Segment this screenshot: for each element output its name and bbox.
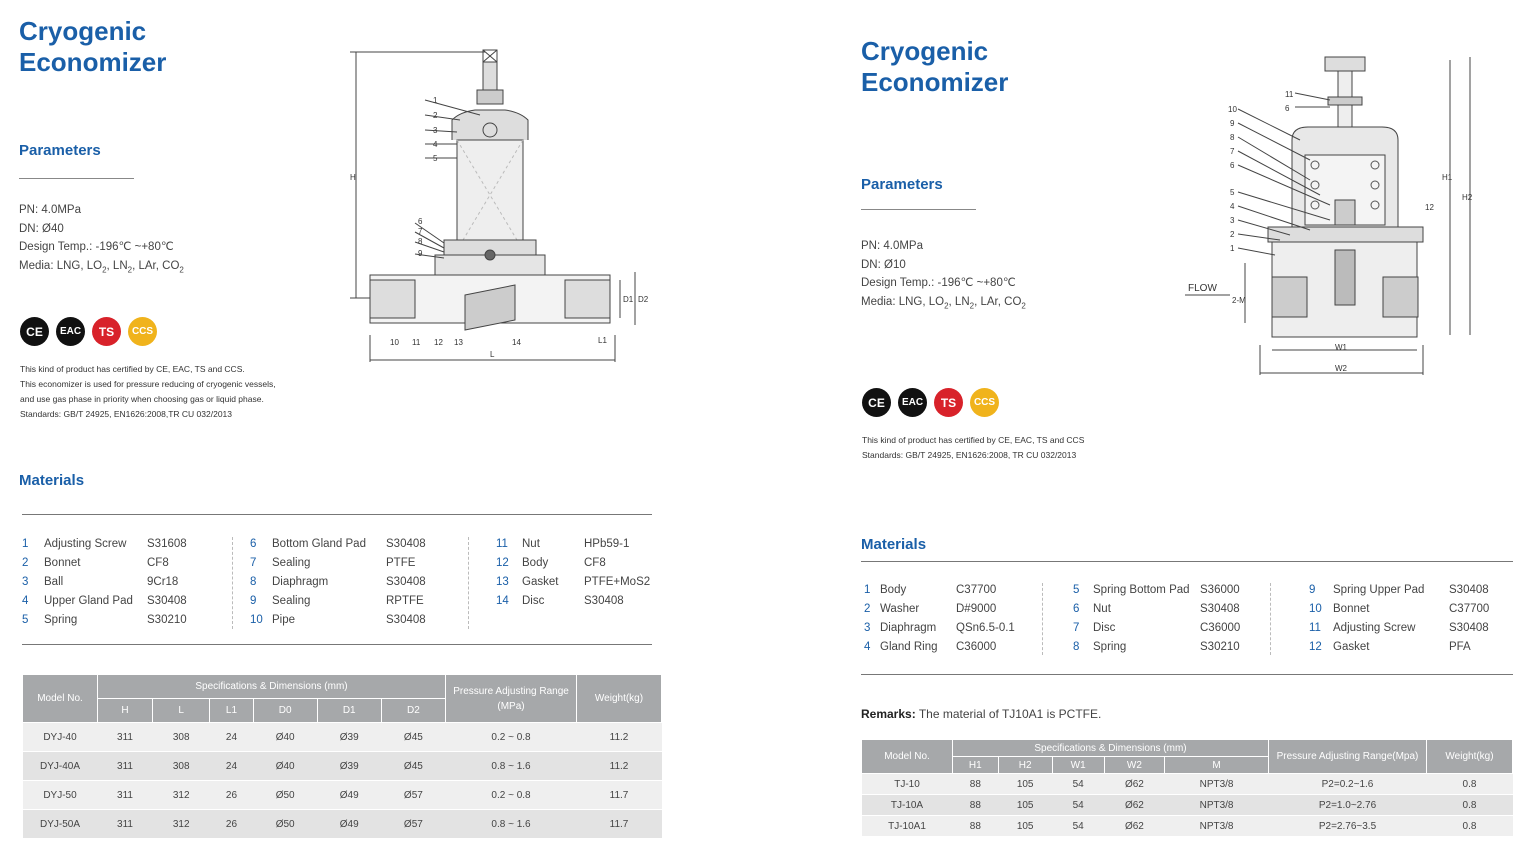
material-row <box>864 581 996 600</box>
table-header-col: D0 <box>253 699 317 723</box>
table-cell: 0.2 ~ 0.8 <box>446 781 577 810</box>
material-number: 10 <box>250 614 263 626</box>
material-number: 12 <box>1309 641 1322 653</box>
material-part: Spring <box>44 614 78 626</box>
left-cert-logos <box>20 317 157 346</box>
ts-logo: TS <box>92 317 121 346</box>
material-grade: S30408 <box>386 576 426 588</box>
material-number: 13 <box>496 576 509 588</box>
material-grade: C36000 <box>956 641 997 653</box>
right-notes: This kind of product has certified by CE, EAC, TS and CCS Standards: GB/T 24925, EN1626:2008, TR CU 032/2013 <box>862 435 1085 460</box>
material-grade: PTFE <box>386 557 416 569</box>
material-grade: C37700 <box>956 584 997 596</box>
svg-text:L1: L1 <box>598 336 607 345</box>
ccs-logo: CCS <box>128 317 157 346</box>
material-row <box>864 619 1015 638</box>
table-header-col: W2 <box>1104 757 1164 774</box>
table-cell: P2=1.0~2.76 <box>1269 795 1427 816</box>
svg-text:4: 4 <box>433 140 438 149</box>
table-cell: 311 <box>98 723 153 752</box>
table-cell: 26 <box>210 781 253 810</box>
material-row <box>250 554 415 573</box>
table-cell: Ø62 <box>1104 774 1164 795</box>
material-number: 3 <box>864 622 871 634</box>
left-parameters-divider <box>19 178 134 179</box>
table-cell: 0.8 ~ 1.6 <box>446 752 577 781</box>
table-cell: Ø57 <box>381 781 445 810</box>
material-number: 6 <box>1073 603 1080 615</box>
material-part: Body <box>522 557 549 569</box>
material-part: Adjusting Screw <box>1333 622 1416 634</box>
table-cell: 308 <box>153 752 210 781</box>
table-cell: 11.2 <box>577 723 662 752</box>
table-cell: Ø40 <box>253 752 317 781</box>
material-grade: S30408 <box>1449 622 1489 634</box>
material-part: Upper Gland Pad <box>44 595 133 607</box>
right-parameters-list: PN: 4.0MPa DN: Ø10 Design Temp.: -196℃ ~+80℃ Media: LNG, $LO_2$, $LN_2$, LAr, $CO_2$ <box>861 237 1026 315</box>
svg-text:11: 11 <box>412 338 421 347</box>
table-header-spec-group: Specifications & Dimensions (mm) <box>953 740 1269 757</box>
material-part: Sealing <box>272 595 311 607</box>
table-cell: 105 <box>998 774 1052 795</box>
material-row <box>1309 619 1489 638</box>
ce-logo: CE <box>862 388 891 417</box>
svg-text:H1: H1 <box>1442 173 1453 182</box>
table-row <box>23 781 662 810</box>
material-grade: S30408 <box>147 595 187 607</box>
material-number: 10 <box>1309 603 1322 615</box>
table-header-col: H <box>98 699 153 723</box>
svg-text:1: 1 <box>1230 244 1235 253</box>
table-header-pressure: Pressure Adjusting Range(Mpa) <box>1269 740 1427 774</box>
svg-text:W1: W1 <box>1335 343 1347 352</box>
table-cell: Ø50 <box>253 781 317 810</box>
table-cell: 54 <box>1052 816 1104 837</box>
material-part: Gasket <box>1333 641 1370 653</box>
left-parameters-list: PN: 4.0MPa DN: Ø40 Design Temp.: -196℃ ~+80℃ Media: LNG, $LO_2$, $LN_2$, LAr, $CO_2$ <box>19 201 184 279</box>
material-number: 8 <box>1073 641 1080 653</box>
svg-text:13: 13 <box>454 338 463 347</box>
table-header-col: H2 <box>998 757 1052 774</box>
svg-text:4: 4 <box>1230 202 1235 211</box>
left-materials-top-rule <box>22 514 652 515</box>
table-header-model: Model No. <box>862 740 953 774</box>
material-row <box>1073 619 1240 638</box>
material-part: Spring Bottom Pad <box>1093 584 1190 596</box>
table-cell: Ø57 <box>381 810 445 839</box>
table-cell: 0.8 <box>1427 795 1513 816</box>
table-header-spec-group: Specifications & Dimensions (mm) <box>98 675 446 699</box>
table-header-col: L <box>153 699 210 723</box>
table-cell: TJ-10A1 <box>862 816 953 837</box>
material-row <box>496 535 629 554</box>
material-row <box>22 535 187 554</box>
material-number: 14 <box>496 595 509 607</box>
material-grade: S30210 <box>1200 641 1240 653</box>
svg-text:11: 11 <box>1285 90 1294 99</box>
svg-text:12: 12 <box>434 338 443 347</box>
right-title: Cryogenic Economizer <box>861 36 1009 97</box>
material-number: 8 <box>250 576 257 588</box>
svg-text:FLOW: FLOW <box>1188 283 1217 294</box>
table-cell: 312 <box>153 810 210 839</box>
material-row <box>864 638 996 657</box>
svg-text:H2: H2 <box>1462 193 1473 202</box>
svg-text:10: 10 <box>1228 105 1237 114</box>
material-part: Nut <box>1093 603 1111 615</box>
material-grade: 9Cr18 <box>147 576 179 588</box>
table-header-weight: Weight(kg) <box>577 675 662 723</box>
material-part: Bottom Gland Pad <box>272 538 366 550</box>
material-row <box>1309 638 1471 657</box>
material-grade: PTFE+MoS2 <box>584 576 651 588</box>
svg-text:6: 6 <box>418 217 423 226</box>
material-row <box>496 573 650 592</box>
material-part: Body <box>880 584 907 596</box>
table-row <box>23 723 662 752</box>
ts-logo: TS <box>934 388 963 417</box>
svg-text:5: 5 <box>1230 188 1235 197</box>
table-cell: P2=0.2~1.6 <box>1269 774 1427 795</box>
material-row <box>250 573 426 592</box>
material-number: 1 <box>864 584 871 596</box>
svg-text:D1: D1 <box>623 295 634 304</box>
material-part: Pipe <box>272 614 296 626</box>
material-part: Spring <box>1093 641 1127 653</box>
table-cell: 0.8 <box>1427 774 1513 795</box>
material-part: Ball <box>44 576 64 588</box>
table-header-col: H1 <box>953 757 999 774</box>
right-media-line: Media: LNG, $LO_2$, $LN_2$, LAr, $CO_2$ <box>861 295 1026 310</box>
material-number: 3 <box>22 576 29 588</box>
svg-text:8: 8 <box>1230 133 1235 142</box>
right-materials-top-rule <box>861 561 1513 562</box>
right-parameters-heading: Parameters <box>861 176 943 193</box>
table-cell: DYJ-50 <box>23 781 98 810</box>
material-part: Spring Upper Pad <box>1333 584 1425 596</box>
table-header-col: D2 <box>381 699 445 723</box>
left-valve-drawing <box>340 40 649 370</box>
material-number: 9 <box>1309 584 1316 596</box>
svg-text:12: 12 <box>1425 203 1434 212</box>
svg-text:9: 9 <box>1230 119 1235 128</box>
material-row <box>1073 600 1240 619</box>
table-cell: 0.8 ~ 1.6 <box>446 810 577 839</box>
material-number: 6 <box>250 538 257 550</box>
table-header-col: L1 <box>210 699 253 723</box>
material-row <box>1073 638 1240 657</box>
svg-text:W2: W2 <box>1335 364 1347 373</box>
left-notes: This kind of product has certified by CE, EAC, TS and CCS. This economizer is used for pressure reducing of cryogenic vessels, and use gas phase in priority when choosing gas or liquid phase. Standards: GB/T 24925, EN1626:2008,TR CU 032/2013 <box>20 364 276 419</box>
material-number: 9 <box>250 595 257 607</box>
svg-text:7: 7 <box>1230 147 1235 156</box>
left-media-line: Media: LNG, $LO_2$, $LN_2$, LAr, $CO_2$ <box>19 259 184 274</box>
table-cell: P2=2.76~3.5 <box>1269 816 1427 837</box>
dim-h-label: H <box>350 173 356 182</box>
table-cell: 54 <box>1052 795 1104 816</box>
table-cell: 0.8 <box>1427 816 1513 837</box>
material-grade: S36000 <box>1200 584 1240 596</box>
material-grade: C36000 <box>1200 622 1241 634</box>
table-cell: Ø39 <box>317 752 381 781</box>
material-grade: S30408 <box>584 595 624 607</box>
material-row <box>22 554 169 573</box>
left-materials-heading: Materials <box>19 472 85 489</box>
table-cell: 11.7 <box>577 781 662 810</box>
right-remarks: Remarks: The material of TJ10A1 is PCTFE. <box>861 707 1102 721</box>
table-cell: 0.2 ~ 0.8 <box>446 723 577 752</box>
material-part: Washer <box>880 603 920 615</box>
material-part: Gasket <box>522 576 559 588</box>
material-row <box>250 611 426 630</box>
material-row <box>496 592 624 611</box>
material-part: Disc <box>1093 622 1116 634</box>
table-header-col: D1 <box>317 699 381 723</box>
material-grade: D#9000 <box>956 603 997 615</box>
svg-text:2: 2 <box>433 111 438 120</box>
material-number: 11 <box>496 538 508 550</box>
table-cell: Ø49 <box>317 810 381 839</box>
table-cell: 311 <box>98 781 153 810</box>
material-row <box>250 592 424 611</box>
material-row <box>250 535 426 554</box>
table-cell: 11.2 <box>577 752 662 781</box>
material-grade: C37700 <box>1449 603 1490 615</box>
material-grade: CF8 <box>147 557 169 569</box>
material-row <box>1073 581 1240 600</box>
table-row <box>862 774 1513 795</box>
table-cell: DYJ-50A <box>23 810 98 839</box>
svg-text:6: 6 <box>1230 161 1235 170</box>
material-number: 12 <box>496 557 509 569</box>
table-header-model: Model No. <box>23 675 98 723</box>
svg-text:10: 10 <box>390 338 399 347</box>
right-materials-bottom-rule <box>861 674 1513 675</box>
material-grade: S31608 <box>147 538 187 550</box>
table-cell: Ø49 <box>317 781 381 810</box>
svg-text:3: 3 <box>433 126 438 135</box>
ccs-logo: CCS <box>970 388 999 417</box>
material-number: 7 <box>1073 622 1080 634</box>
material-part: Gland Ring <box>880 641 938 653</box>
eac-logo: EAC <box>898 388 927 417</box>
material-grade: QSn6.5-0.1 <box>956 622 1015 634</box>
material-number: 5 <box>22 614 29 626</box>
material-part: Diaphragm <box>272 576 329 588</box>
svg-text:L: L <box>490 350 495 359</box>
svg-text:5: 5 <box>433 154 438 163</box>
material-part: Bonnet <box>1333 603 1370 615</box>
material-row <box>22 611 187 630</box>
material-grade: S30408 <box>386 538 426 550</box>
table-cell: DYJ-40 <box>23 723 98 752</box>
table-cell: TJ-10 <box>862 774 953 795</box>
eac-logo: EAC <box>56 317 85 346</box>
material-number: 2 <box>22 557 29 569</box>
material-part: Diaphragm <box>880 622 937 634</box>
table-cell: 54 <box>1052 774 1104 795</box>
svg-text:3: 3 <box>1230 216 1235 225</box>
material-grade: HPb59-1 <box>584 538 630 550</box>
table-cell: 311 <box>98 752 153 781</box>
table-cell: 105 <box>998 816 1052 837</box>
svg-text:2-M: 2-M <box>1232 296 1246 305</box>
right-materials-heading: Materials <box>861 536 927 553</box>
material-row <box>1309 600 1489 619</box>
left-spec-table <box>22 674 662 839</box>
table-cell: 88 <box>953 816 999 837</box>
material-row <box>496 554 606 573</box>
table-header-col: M <box>1165 757 1269 774</box>
material-grade: S30408 <box>386 614 426 626</box>
table-cell: Ø40 <box>253 723 317 752</box>
left-title: Cryogenic Economizer <box>19 16 167 77</box>
material-row <box>22 592 187 611</box>
table-cell: 24 <box>210 723 253 752</box>
table-row <box>862 795 1513 816</box>
material-number: 4 <box>22 595 29 607</box>
svg-text:9: 9 <box>418 249 423 258</box>
table-cell: 26 <box>210 810 253 839</box>
table-cell: Ø62 <box>1104 816 1164 837</box>
material-number: 4 <box>864 641 871 653</box>
table-cell: Ø45 <box>381 723 445 752</box>
material-grade: CF8 <box>584 557 606 569</box>
left-parameters-heading: Parameters <box>19 142 101 159</box>
svg-text:D2: D2 <box>638 295 649 304</box>
table-cell: NPT3/8 <box>1165 795 1269 816</box>
table-cell: DYJ-40A <box>23 752 98 781</box>
material-part: Disc <box>522 595 545 607</box>
material-grade: S30210 <box>147 614 187 626</box>
right-spec-table <box>861 739 1513 837</box>
material-part: Nut <box>522 538 540 550</box>
material-row <box>1309 581 1489 600</box>
svg-text:6: 6 <box>1285 104 1290 113</box>
material-grade: S30408 <box>1200 603 1240 615</box>
svg-text:7: 7 <box>418 227 423 236</box>
material-part: Sealing <box>272 557 311 569</box>
right-cert-logos <box>862 388 999 417</box>
material-part: Adjusting Screw <box>44 538 127 550</box>
table-cell: 311 <box>98 810 153 839</box>
material-part: Bonnet <box>44 557 81 569</box>
table-row <box>862 816 1513 837</box>
table-cell: Ø45 <box>381 752 445 781</box>
table-cell: NPT3/8 <box>1165 774 1269 795</box>
svg-text:14: 14 <box>512 338 521 347</box>
svg-text:8: 8 <box>418 237 423 246</box>
table-cell: 24 <box>210 752 253 781</box>
material-grade: S30408 <box>1449 584 1489 596</box>
table-cell: Ø62 <box>1104 795 1164 816</box>
right-valve-drawing <box>1180 45 1480 380</box>
material-number: 1 <box>22 538 29 550</box>
table-header-pressure: Pressure Adjusting Range (MPa) <box>446 675 577 723</box>
table-header-weight: Weight(kg) <box>1427 740 1513 774</box>
material-number: 11 <box>1309 622 1321 634</box>
svg-text:1: 1 <box>433 96 438 105</box>
material-number: 5 <box>1073 584 1080 596</box>
table-cell: Ø39 <box>317 723 381 752</box>
material-number: 2 <box>864 603 871 615</box>
material-row <box>864 600 996 619</box>
table-cell: Ø50 <box>253 810 317 839</box>
table-cell: 88 <box>953 795 999 816</box>
table-cell: 312 <box>153 781 210 810</box>
ce-logo: CE <box>20 317 49 346</box>
table-cell: 105 <box>998 795 1052 816</box>
table-row <box>23 752 662 781</box>
material-row <box>22 573 178 592</box>
table-cell: 11.7 <box>577 810 662 839</box>
table-cell: NPT3/8 <box>1165 816 1269 837</box>
table-row <box>23 810 662 839</box>
left-materials-bottom-rule <box>22 644 652 645</box>
table-cell: 88 <box>953 774 999 795</box>
table-cell: 308 <box>153 723 210 752</box>
table-cell: TJ-10A <box>862 795 953 816</box>
material-number: 7 <box>250 557 257 569</box>
svg-text:2: 2 <box>1230 230 1235 239</box>
right-parameters-divider <box>861 209 976 210</box>
material-grade: PFA <box>1449 641 1471 653</box>
table-header-col: W1 <box>1052 757 1104 774</box>
material-grade: RPTFE <box>386 595 424 607</box>
